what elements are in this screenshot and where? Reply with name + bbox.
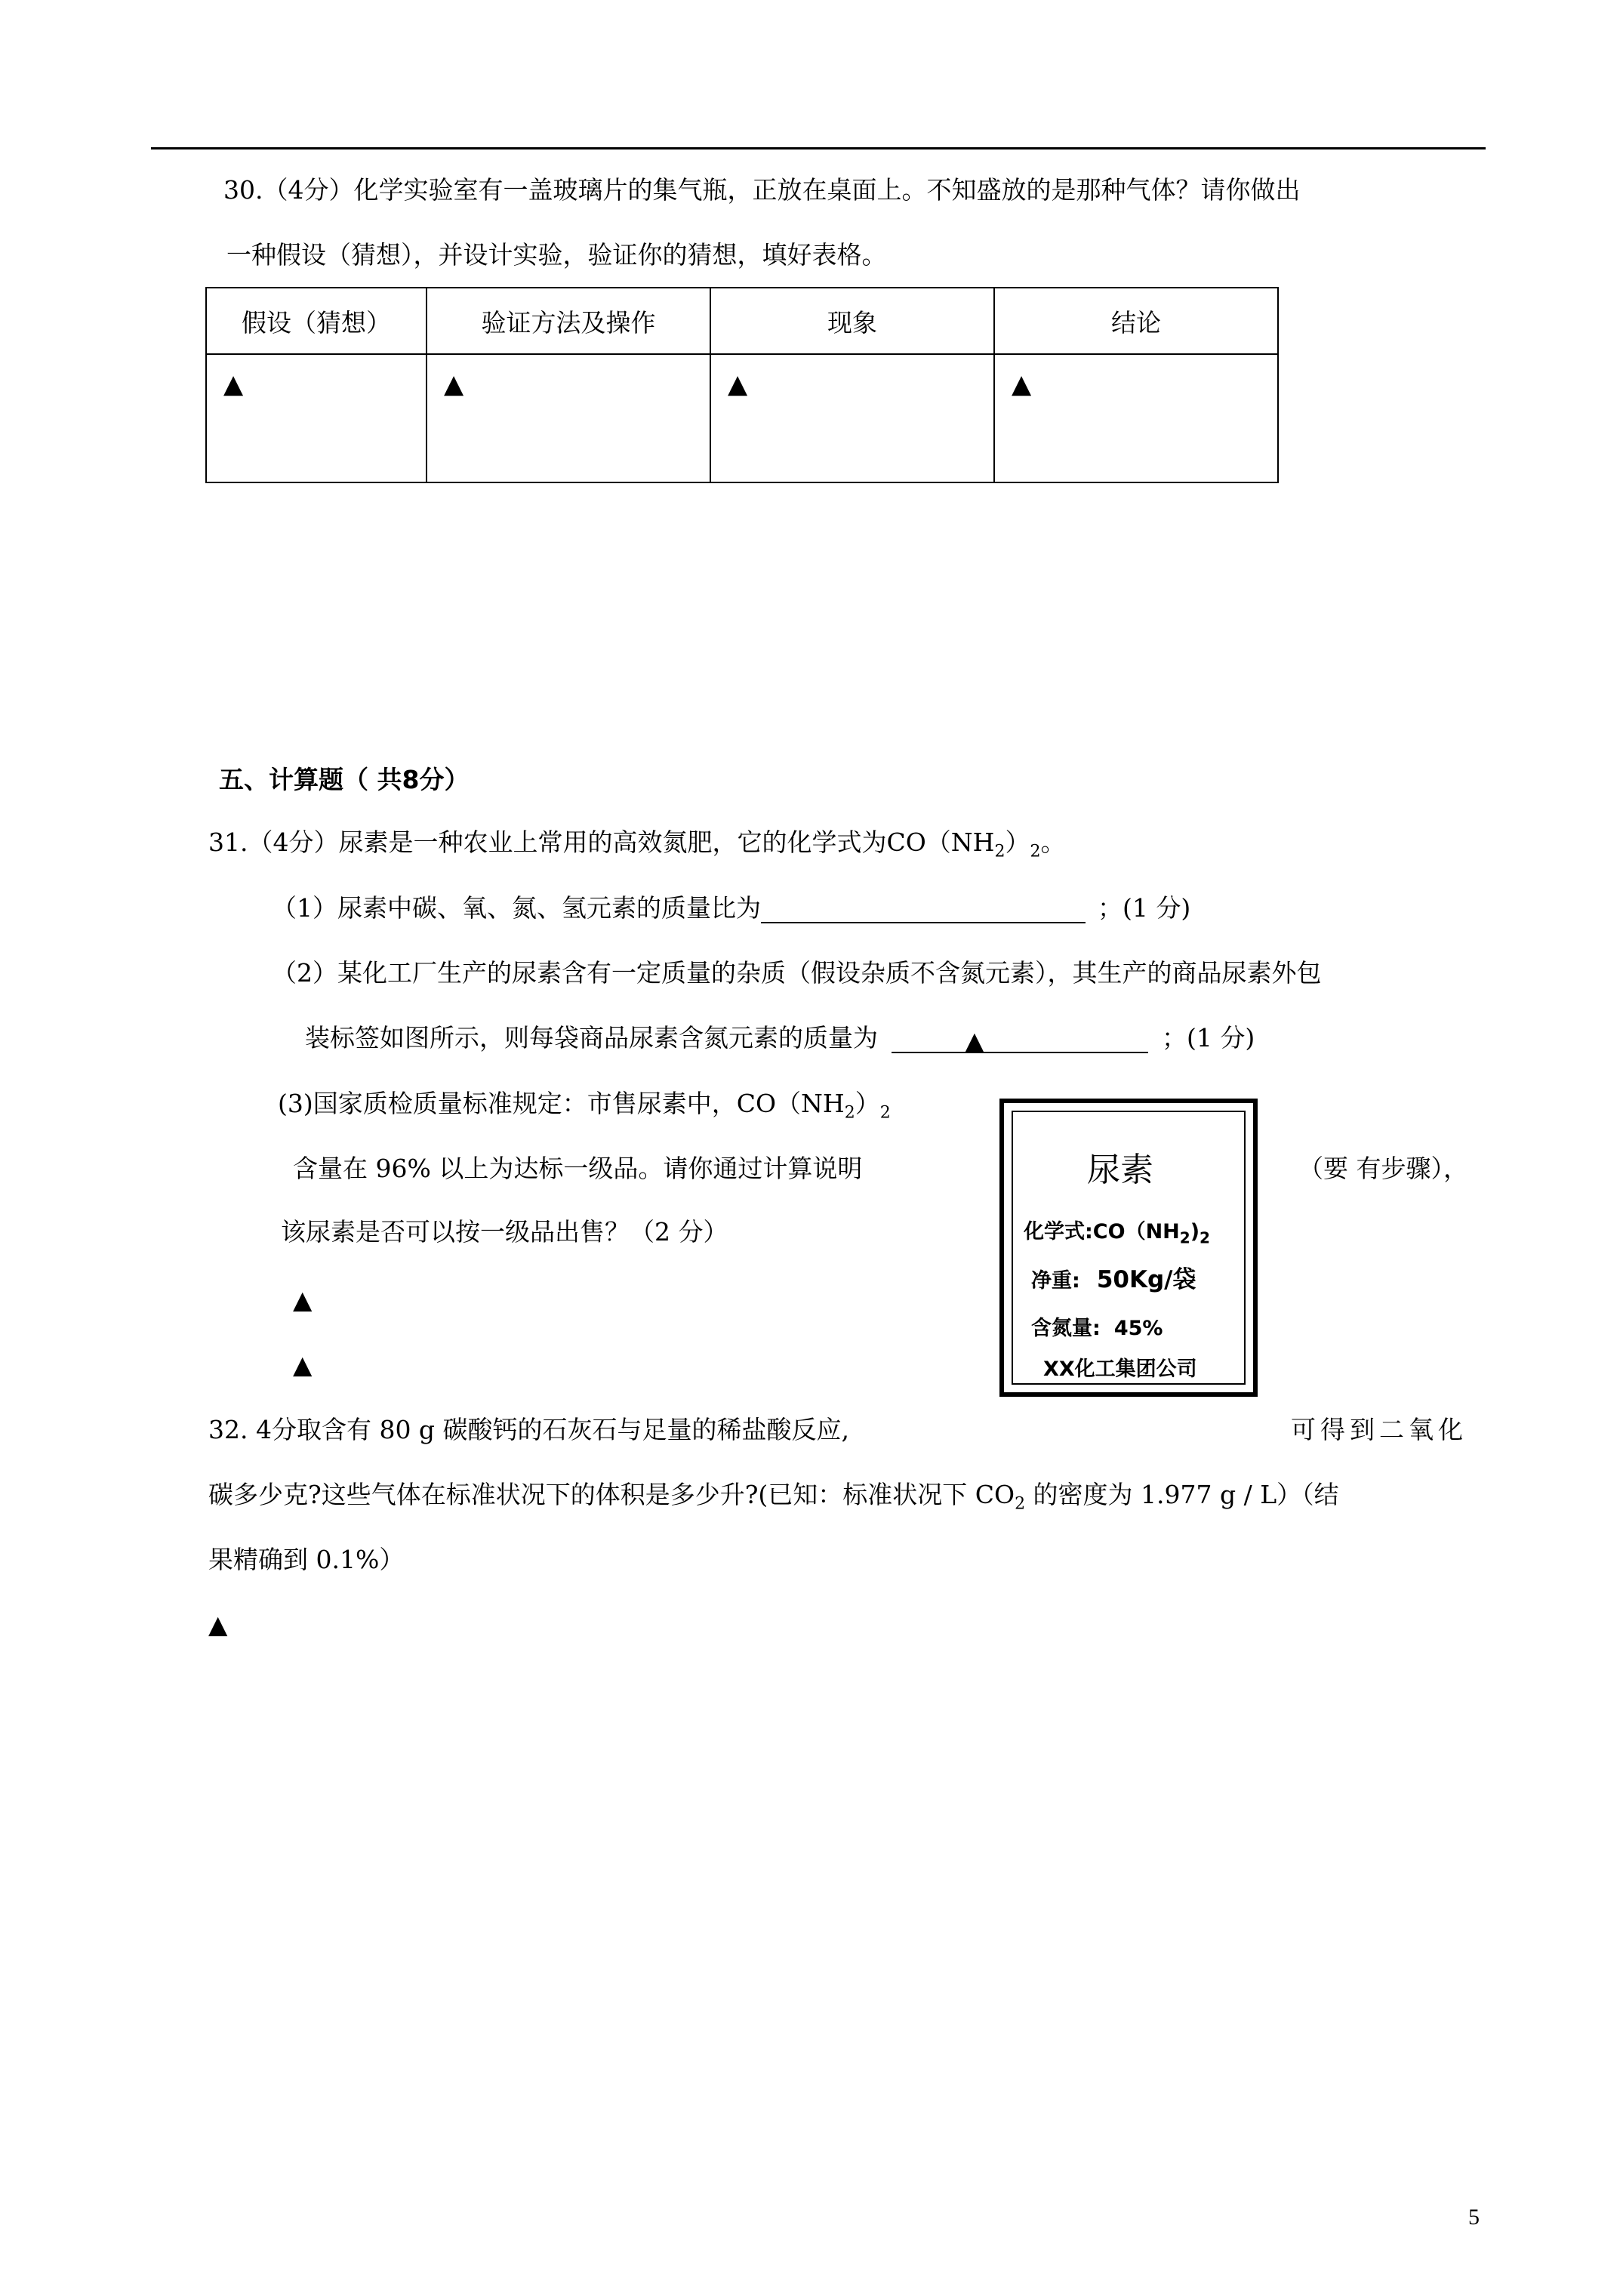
q30-text-line2: 一种假设（猜想），并设计实验，验证你的猜想，填好表格。	[226, 240, 887, 270]
label-nitrogen	[1031, 1311, 1163, 1341]
q30-answer-table	[205, 287, 1279, 483]
q32-line1-left: 32. 4分取含有 80 g 碳酸钙的石灰石与足量的稀盐酸反应,	[208, 1415, 850, 1444]
subscript: 2	[1030, 842, 1041, 861]
answer-placeholder[interactable]: ▲	[208, 1610, 228, 1639]
subscript: 2	[1179, 1228, 1190, 1247]
q31-part2-line1: （2）某化工厂生产的尿素含有一定质量的杂质（假设杂质不含氮元素），其生产的商品尿素外包	[272, 958, 1322, 988]
table-cell-conclusion[interactable]	[994, 354, 1278, 482]
q32-line3: 果精确到 0.1%）	[208, 1545, 405, 1574]
q31-part2-score: ；(1 分)	[1162, 1023, 1255, 1052]
q30-text-line1: 30.（4分）化学实验室有一盖玻璃片的集气瓶，正放在桌面上。不知盛放的是那种气体？请你做出	[223, 175, 1301, 205]
q31-part1-text: （1）尿素中碳、氧、氮、氢元素的质量比为	[272, 893, 761, 923]
header-rule	[151, 147, 1486, 149]
q31-part3-line2-right: （要 有步骤），	[1298, 1154, 1468, 1183]
q31-stem-text: 31.（4分）尿素是一种农业上常用的高效氮肥，它的化学式为CO（NH	[208, 827, 995, 857]
answer-placeholder[interactable]: ▲	[293, 1285, 313, 1314]
q31-stem-end: 。	[1040, 827, 1066, 857]
label-company: XX化工集团公司	[1043, 1358, 1197, 1381]
label-formula-text: 化学式:CO（NH	[1024, 1220, 1180, 1244]
subscript: 2	[1015, 1494, 1026, 1514]
table-cell-hypothesis[interactable]	[206, 354, 427, 482]
table-header-conclusion: 结论	[994, 288, 1278, 354]
table-header-hypothesis: 假设（猜想）	[206, 288, 427, 354]
label-title: 尿素	[1087, 1151, 1153, 1189]
q32-line2	[208, 1480, 1339, 1520]
q31-part3-line1	[278, 1089, 891, 1129]
q32-line2-text: 碳多少克?这些气体在标准状况下的体积是多少升?(已知：标准状况下 CO	[208, 1480, 1015, 1509]
q31-part1	[272, 893, 1190, 923]
q32-line2-tail: 的密度为 1.977 g / L）（结	[1025, 1480, 1339, 1509]
urea-label-inner	[1012, 1111, 1246, 1385]
label-nitrogen-label: 含氮量:	[1031, 1317, 1101, 1340]
q31-part3-line2: 含量在 96% 以上为达标一级品。请你通过计算说明	[293, 1154, 863, 1183]
table-header-method: 验证方法及操作	[427, 288, 710, 354]
q31-part3-text: (3)国家质检质量标准规定：市售尿素中，CO（NH	[278, 1089, 845, 1118]
subscript: 2	[1200, 1228, 1210, 1247]
label-formula-paren: )	[1190, 1220, 1200, 1244]
q31-part2-text: 装标签如图所示，则每袋商品尿素含氮元素的质量为	[305, 1023, 878, 1052]
table-header-phenomenon: 现象	[710, 288, 994, 354]
subscript: 2	[994, 842, 1006, 861]
label-weight-label: 净重:	[1031, 1269, 1080, 1293]
q31-stem-paren: ）	[1005, 827, 1030, 857]
q31-stem	[208, 827, 1065, 868]
page-number: 5	[1468, 2205, 1480, 2230]
table-cell-method[interactable]	[427, 354, 710, 482]
q31-part1-score: ；(1 分)	[1098, 893, 1191, 923]
answer-blank-1[interactable]	[761, 896, 1086, 923]
label-formula	[1024, 1215, 1210, 1247]
subscript: 2	[844, 1103, 855, 1123]
label-weight	[1031, 1260, 1196, 1294]
answer-placeholder: ▲	[1012, 369, 1032, 399]
table-cell-phenomenon[interactable]	[710, 354, 994, 482]
answer-blank-2[interactable]	[892, 1026, 1148, 1056]
q31-part3-line3: 该尿素是否可以按一级品出售？（2 分）	[281, 1217, 728, 1247]
label-weight-value: 50Kg/袋	[1096, 1266, 1196, 1293]
subscript: 2	[879, 1103, 891, 1123]
urea-label-figure	[999, 1099, 1258, 1397]
section-title: 五、计算题（ 共8分）	[219, 765, 470, 794]
answer-placeholder[interactable]: ▲	[293, 1350, 313, 1379]
q32-line1-right: 可得到二氧化	[1291, 1415, 1467, 1444]
answer-placeholder: ▲	[728, 369, 748, 399]
answer-placeholder: ▲	[223, 369, 244, 399]
q31-part3-paren: ）	[855, 1089, 880, 1118]
answer-placeholder: ▲	[965, 1026, 984, 1056]
label-nitrogen-value: 45%	[1113, 1317, 1163, 1340]
answer-placeholder: ▲	[444, 369, 464, 399]
q31-part2-line2	[305, 1023, 1255, 1056]
